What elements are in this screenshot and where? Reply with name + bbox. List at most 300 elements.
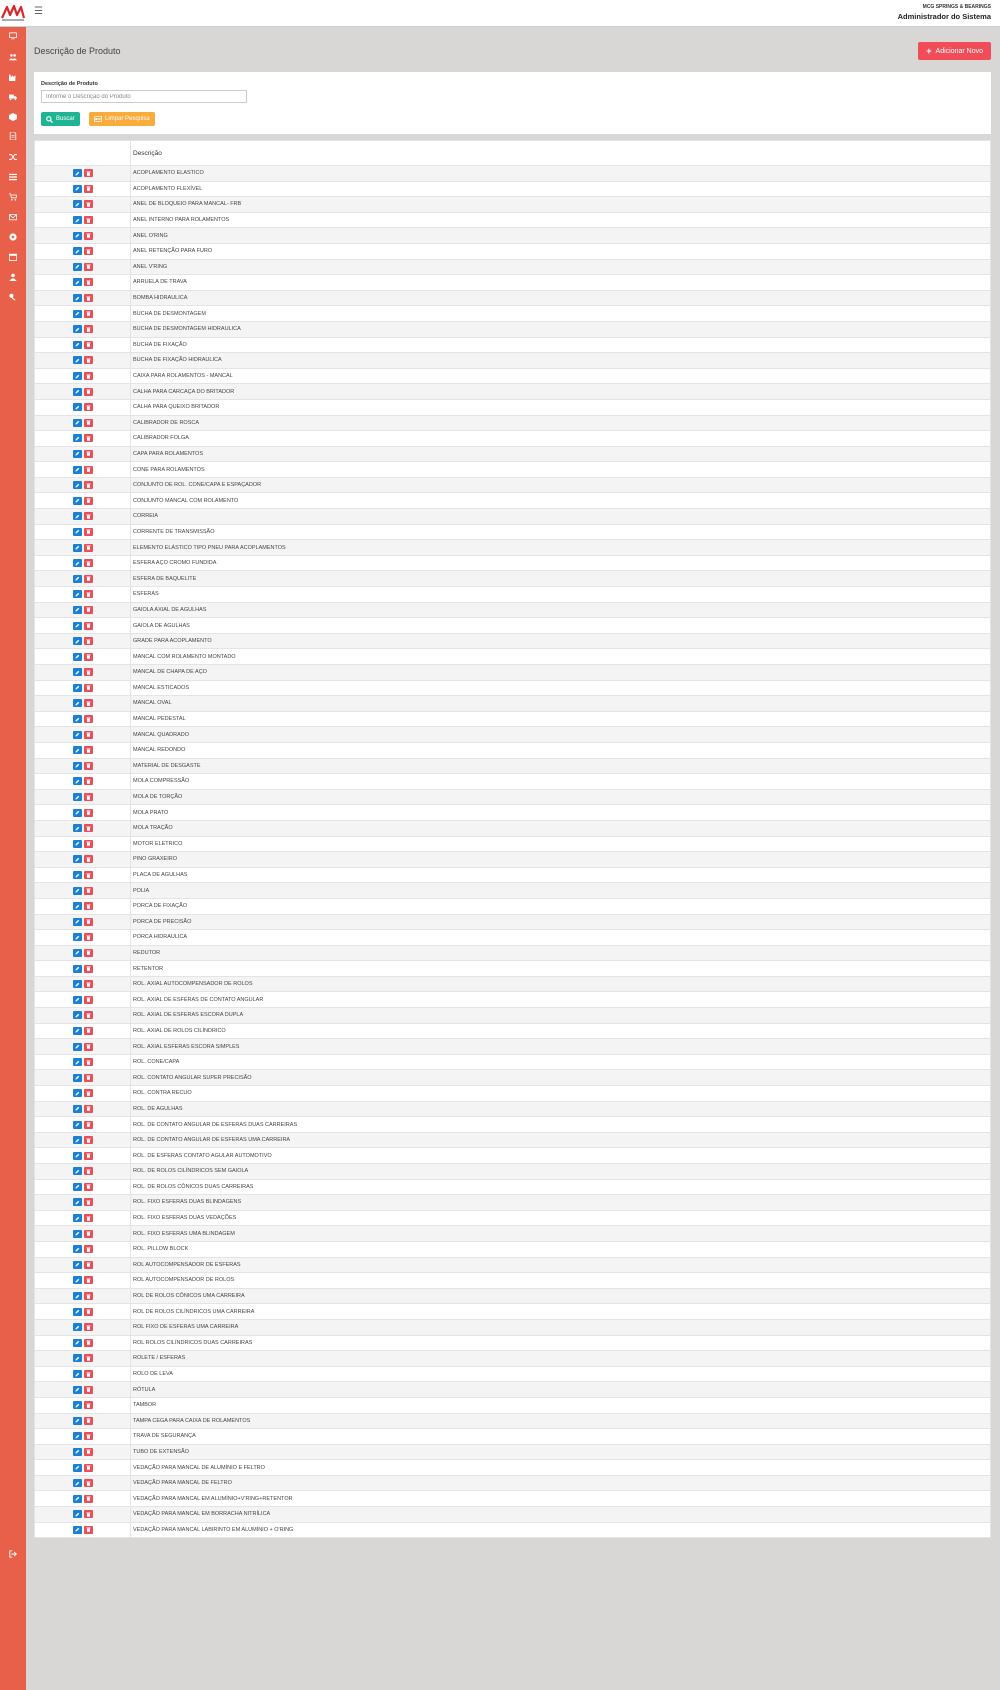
edit-icon[interactable] (73, 1167, 82, 1175)
cog-icon[interactable] (0, 229, 26, 245)
edit-icon[interactable] (73, 1292, 82, 1300)
delete-icon[interactable] (84, 1323, 93, 1331)
edit-icon[interactable] (73, 1043, 82, 1051)
row-actions (35, 1273, 131, 1289)
delete-icon[interactable] (84, 793, 93, 801)
delete-icon[interactable] (84, 559, 93, 567)
edit-icon[interactable] (73, 965, 82, 973)
row-description: ANEL V'RING (131, 259, 991, 275)
edit-icon[interactable] (73, 980, 82, 988)
edit-icon[interactable] (73, 1464, 82, 1472)
row-description: ACOPLAMENTO FLEXÍVEL (131, 181, 991, 197)
edit-icon[interactable] (73, 1354, 82, 1362)
edit-icon[interactable] (73, 1011, 82, 1019)
row-description: ROL. FIXO ESFERAS UMA BLINDAGEM (131, 1226, 991, 1242)
table-row (35, 587, 991, 603)
table-row (35, 212, 991, 228)
edit-icon[interactable] (73, 388, 82, 396)
row-actions (35, 1507, 131, 1523)
truck-icon[interactable] (0, 89, 26, 105)
delete-icon[interactable] (84, 1261, 93, 1269)
edit-icon[interactable] (73, 1432, 82, 1440)
delete-icon[interactable] (84, 1479, 93, 1487)
delete-icon[interactable] (84, 372, 93, 380)
edit-icon[interactable] (73, 840, 82, 848)
row-actions (35, 680, 131, 696)
edit-icon[interactable] (73, 512, 82, 520)
row-actions (35, 243, 131, 259)
delete-icon[interactable] (84, 1011, 93, 1019)
row-actions (35, 1101, 131, 1117)
table-row (35, 992, 991, 1008)
delete-icon[interactable] (84, 1027, 93, 1035)
edit-icon[interactable] (73, 1058, 82, 1066)
delete-icon[interactable] (84, 1339, 93, 1347)
delete-icon[interactable] (84, 466, 93, 474)
delete-icon[interactable] (84, 762, 93, 770)
delete-icon[interactable] (84, 1152, 93, 1160)
delete-icon[interactable] (84, 232, 93, 240)
edit-icon[interactable] (73, 590, 82, 598)
delete-icon[interactable] (84, 419, 93, 427)
row-actions (35, 727, 131, 743)
edit-icon[interactable] (73, 699, 82, 707)
edit-icon[interactable] (73, 419, 82, 427)
delete-icon[interactable] (84, 247, 93, 255)
row-description: CORREIA (131, 509, 991, 525)
row-description: CONE PARA ROLAMENTOS (131, 462, 991, 478)
table-row (35, 665, 991, 681)
table-row (35, 1008, 991, 1024)
row-description: MOLA COMPRESSÃO (131, 774, 991, 790)
delete-icon[interactable] (84, 653, 93, 661)
edit-icon[interactable] (73, 185, 82, 193)
row-actions (35, 883, 131, 899)
delete-icon[interactable] (84, 1136, 93, 1144)
table-row (35, 898, 991, 914)
row-description: ROL. CONE/CAPA (131, 1054, 991, 1070)
row-actions (35, 1210, 131, 1226)
row-description: ROL. PILLOW BLOCK (131, 1241, 991, 1257)
edit-icon[interactable] (73, 497, 82, 505)
table-row (35, 1444, 991, 1460)
edit-icon[interactable] (73, 1214, 82, 1222)
edit-icon[interactable] (73, 1370, 82, 1378)
user-icon[interactable] (0, 269, 26, 285)
row-description: MOLA PRATO (131, 805, 991, 821)
edit-icon[interactable] (73, 232, 82, 240)
delete-icon[interactable] (84, 1464, 93, 1472)
edit-icon[interactable] (73, 325, 82, 333)
row-description: CAIXA PARA ROLAMENTOS - MANCAL (131, 368, 991, 384)
row-actions (35, 306, 131, 322)
delete-icon[interactable] (84, 1526, 93, 1534)
row-actions (35, 1522, 131, 1538)
table-row (35, 1257, 991, 1273)
edit-icon[interactable] (73, 372, 82, 380)
table-row (35, 1241, 991, 1257)
delete-icon[interactable] (84, 1183, 93, 1191)
row-description: REDUTOR (131, 945, 991, 961)
row-actions (35, 1226, 131, 1242)
delete-icon[interactable] (84, 980, 93, 988)
row-description: TAMBOR (131, 1397, 991, 1413)
delete-icon[interactable] (84, 528, 93, 536)
table-row (35, 1304, 991, 1320)
delete-icon[interactable] (84, 356, 93, 364)
edit-icon[interactable] (73, 918, 82, 926)
delete-icon[interactable] (84, 403, 93, 411)
document-icon[interactable] (0, 128, 26, 144)
row-actions (35, 197, 131, 213)
edit-icon[interactable] (73, 1121, 82, 1129)
row-actions (35, 742, 131, 758)
delete-icon[interactable] (84, 544, 93, 552)
edit-icon[interactable] (73, 263, 82, 271)
edit-icon[interactable] (73, 1526, 82, 1534)
edit-icon[interactable] (73, 731, 82, 739)
edit-icon[interactable] (73, 575, 82, 583)
logout-icon[interactable] (0, 1546, 26, 1562)
delete-icon[interactable] (84, 1417, 93, 1425)
delete-icon[interactable] (84, 512, 93, 520)
table-row (35, 820, 991, 836)
shuffle-icon[interactable] (0, 149, 26, 165)
edit-icon[interactable] (73, 871, 82, 879)
list-icon[interactable] (0, 169, 26, 185)
delete-icon[interactable] (84, 1214, 93, 1222)
delete-icon[interactable] (84, 840, 93, 848)
delete-icon[interactable] (84, 824, 93, 832)
row-description: MATERIAL DE DESGASTE (131, 758, 991, 774)
edit-icon[interactable] (73, 1183, 82, 1191)
delete-icon[interactable] (84, 855, 93, 863)
box-icon[interactable] (0, 109, 26, 125)
delete-icon[interactable] (84, 1308, 93, 1316)
delete-icon[interactable] (84, 310, 93, 318)
row-description: ESFERA DE BAQUELITE (131, 571, 991, 587)
edit-icon[interactable] (73, 544, 82, 552)
row-actions (35, 1460, 131, 1476)
edit-icon[interactable] (73, 668, 82, 676)
delete-icon[interactable] (84, 715, 93, 723)
delete-icon[interactable] (84, 325, 93, 333)
delete-icon[interactable] (84, 497, 93, 505)
add-new-button[interactable] (918, 42, 991, 60)
delete-icon[interactable] (84, 294, 93, 302)
table-row (35, 477, 991, 493)
delete-icon[interactable] (84, 746, 93, 754)
delete-icon[interactable] (84, 1448, 93, 1456)
table-row (35, 1397, 991, 1413)
row-actions (35, 618, 131, 634)
cart-icon[interactable] (0, 189, 26, 205)
table-row (35, 852, 991, 868)
calendar-icon[interactable] (0, 249, 26, 265)
edit-icon[interactable] (73, 777, 82, 785)
delete-icon[interactable] (84, 575, 93, 583)
delete-icon[interactable] (84, 887, 93, 895)
monitor-icon[interactable] (0, 28, 26, 44)
edit-icon[interactable] (73, 1448, 82, 1456)
row-description: RÓTULA (131, 1382, 991, 1398)
delete-icon[interactable] (84, 1058, 93, 1066)
delete-icon[interactable] (84, 185, 93, 193)
table-header-row (35, 141, 991, 166)
users-icon[interactable] (0, 49, 26, 65)
table-row (35, 275, 991, 291)
delete-icon[interactable] (84, 871, 93, 879)
row-actions (35, 1491, 131, 1507)
delete-icon[interactable] (84, 1089, 93, 1097)
edit-icon[interactable] (73, 1276, 82, 1284)
row-description: ESFERA AÇO CROMO FUNDIDA (131, 555, 991, 571)
factory-icon[interactable] (0, 69, 26, 85)
row-actions (35, 166, 131, 182)
delete-icon[interactable] (84, 216, 93, 224)
row-actions (35, 353, 131, 369)
row-description: GRADE PARA ACOPLAMENTO (131, 633, 991, 649)
delete-icon[interactable] (84, 699, 93, 707)
edit-icon[interactable] (73, 622, 82, 630)
edit-icon[interactable] (73, 1261, 82, 1269)
delete-icon[interactable] (84, 169, 93, 177)
delete-icon[interactable] (84, 684, 93, 692)
delete-icon[interactable] (84, 481, 93, 489)
table-row (35, 509, 991, 525)
row-actions (35, 275, 131, 291)
edit-icon[interactable] (73, 637, 82, 645)
clear-search-button[interactable] (89, 112, 155, 126)
delete-icon[interactable] (84, 1370, 93, 1378)
row-description: VEDAÇÃO PARA MANCAL DE ALUMÍNIO E FELTRO (131, 1460, 991, 1476)
edit-icon[interactable] (73, 559, 82, 567)
delete-icon[interactable] (84, 1105, 93, 1113)
delete-icon[interactable] (84, 200, 93, 208)
edit-icon[interactable] (73, 762, 82, 770)
row-actions (35, 1319, 131, 1335)
edit-icon[interactable] (73, 1105, 82, 1113)
row-actions (35, 1429, 131, 1445)
row-actions (35, 431, 131, 447)
row-actions (35, 1148, 131, 1164)
table-row (35, 1148, 991, 1164)
edit-icon[interactable] (73, 1401, 82, 1409)
row-description: TRAVA DE SEGURANÇA (131, 1429, 991, 1445)
delete-icon[interactable] (84, 1121, 93, 1129)
edit-icon[interactable] (73, 356, 82, 364)
row-actions (35, 665, 131, 681)
row-description: CALIBRADOR FOLGA (131, 431, 991, 447)
edit-icon[interactable] (73, 341, 82, 349)
user-name[interactable]: Administrador do Sistema (897, 12, 991, 21)
row-actions (35, 493, 131, 509)
row-actions (35, 1195, 131, 1211)
edit-icon[interactable] (73, 996, 82, 1004)
edit-icon[interactable] (73, 1479, 82, 1487)
edit-icon[interactable] (73, 887, 82, 895)
search-button[interactable] (41, 112, 80, 126)
edit-icon[interactable] (73, 606, 82, 614)
delete-icon[interactable] (84, 341, 93, 349)
table-row (35, 1522, 991, 1538)
edit-icon[interactable] (73, 855, 82, 863)
delete-icon[interactable] (84, 1230, 93, 1238)
edit-icon[interactable] (73, 310, 82, 318)
delete-icon[interactable] (84, 949, 93, 957)
delete-icon[interactable] (84, 1167, 93, 1175)
delete-icon[interactable] (84, 637, 93, 645)
delete-icon[interactable] (84, 668, 93, 676)
menu-toggle-icon[interactable]: ☰ (34, 6, 43, 17)
edit-icon[interactable] (73, 824, 82, 832)
row-description: GAIOLA AXIAL DE AGULHAS (131, 602, 991, 618)
table-row (35, 1101, 991, 1117)
table-row (35, 1226, 991, 1242)
table-row (35, 602, 991, 618)
delete-icon[interactable] (84, 622, 93, 630)
delete-icon[interactable] (84, 263, 93, 271)
table-row (35, 1460, 991, 1476)
delete-icon[interactable] (84, 902, 93, 910)
edit-icon[interactable] (73, 949, 82, 957)
edit-icon[interactable] (73, 1308, 82, 1316)
edit-icon[interactable] (73, 1339, 82, 1347)
row-description: ESFERAS (131, 587, 991, 603)
delete-icon[interactable] (84, 1354, 93, 1362)
edit-icon[interactable] (73, 1074, 82, 1082)
edit-icon[interactable] (73, 715, 82, 723)
edit-icon[interactable] (73, 200, 82, 208)
delete-icon[interactable] (84, 1198, 93, 1206)
row-actions (35, 789, 131, 805)
delete-icon[interactable] (84, 1074, 93, 1082)
edit-icon[interactable] (73, 1386, 82, 1394)
delete-icon[interactable] (84, 434, 93, 442)
edit-icon[interactable] (73, 1230, 82, 1238)
delete-icon[interactable] (84, 606, 93, 614)
delete-icon[interactable] (84, 933, 93, 941)
edit-icon[interactable] (73, 809, 82, 817)
edit-icon[interactable] (73, 403, 82, 411)
row-description: PORCA DE FIXAÇÃO (131, 898, 991, 914)
edit-icon[interactable] (73, 1089, 82, 1097)
row-description: RETENTOR (131, 961, 991, 977)
delete-icon[interactable] (84, 1432, 93, 1440)
table-row (35, 306, 991, 322)
delete-icon[interactable] (84, 918, 93, 926)
edit-icon[interactable] (73, 450, 82, 458)
table-row (35, 1351, 991, 1367)
delete-icon[interactable] (84, 1043, 93, 1051)
row-description: VEDAÇÃO PARA MANCAL EM BORRACHA NITRÍLICA (131, 1507, 991, 1523)
table-row (35, 774, 991, 790)
delete-icon[interactable] (84, 1495, 93, 1503)
delete-icon[interactable] (84, 450, 93, 458)
edit-icon[interactable] (73, 902, 82, 910)
row-actions (35, 1351, 131, 1367)
delete-icon[interactable] (84, 1245, 93, 1253)
delete-icon[interactable] (84, 777, 93, 785)
row-actions (35, 914, 131, 930)
delete-icon[interactable] (84, 1401, 93, 1409)
delete-icon[interactable] (84, 278, 93, 286)
table-row (35, 883, 991, 899)
edit-icon[interactable] (73, 1152, 82, 1160)
edit-icon[interactable] (73, 1417, 82, 1425)
plus-icon: + (926, 45, 932, 56)
delete-icon[interactable] (84, 996, 93, 1004)
edit-icon[interactable] (73, 528, 82, 536)
edit-icon[interactable] (73, 1495, 82, 1503)
row-description: ROL. CONTATO ANGULAR SUPER PRECISÃO (131, 1070, 991, 1086)
description-column-header[interactable]: Descrição (131, 141, 991, 166)
delete-icon[interactable] (84, 388, 93, 396)
edit-icon[interactable] (73, 434, 82, 442)
row-actions (35, 1397, 131, 1413)
row-description: PINO GRAXEIRO (131, 852, 991, 868)
delete-icon[interactable] (84, 965, 93, 973)
search-button-label: Buscar (56, 116, 75, 122)
row-description: PORCA DE PRECISÃO (131, 914, 991, 930)
delete-icon[interactable] (84, 1292, 93, 1300)
row-description: CALHA PARA QUEIXO BRITADOR (131, 399, 991, 415)
delete-icon[interactable] (84, 590, 93, 598)
delete-icon[interactable] (84, 1276, 93, 1284)
edit-icon[interactable] (73, 1323, 82, 1331)
edit-icon[interactable] (73, 294, 82, 302)
row-description: BUCHA DE DESMONTAGEM (131, 306, 991, 322)
edit-icon[interactable] (73, 1136, 82, 1144)
edit-icon[interactable] (73, 684, 82, 692)
edit-icon[interactable] (73, 216, 82, 224)
table-row (35, 368, 991, 384)
edit-icon[interactable] (73, 247, 82, 255)
table-row (35, 446, 991, 462)
edit-icon[interactable] (73, 653, 82, 661)
edit-icon[interactable] (73, 793, 82, 801)
edit-icon[interactable] (73, 278, 82, 286)
table-row (35, 742, 991, 758)
row-actions (35, 321, 131, 337)
edit-icon[interactable] (73, 1245, 82, 1253)
table-row (35, 649, 991, 665)
row-description: PORCA HIDRAULICA (131, 930, 991, 946)
row-actions (35, 368, 131, 384)
edit-icon[interactable] (73, 466, 82, 474)
edit-icon[interactable] (73, 933, 82, 941)
edit-icon[interactable] (73, 1510, 82, 1518)
row-description: ROL. DE ROLOS CILÍNDRICOS SEM GAIOLA (131, 1164, 991, 1180)
delete-icon[interactable] (84, 1386, 93, 1394)
edit-icon[interactable] (73, 1198, 82, 1206)
row-actions (35, 945, 131, 961)
delete-icon[interactable] (84, 809, 93, 817)
row-description: BOMBA HIDRAULICA (131, 290, 991, 306)
delete-icon[interactable] (84, 731, 93, 739)
edit-icon[interactable] (73, 746, 82, 754)
search-input[interactable] (41, 90, 247, 103)
delete-icon[interactable] (84, 1510, 93, 1518)
edit-icon[interactable] (73, 1027, 82, 1035)
row-description: PLACA DE AGULHAS (131, 867, 991, 883)
mail-icon[interactable] (0, 209, 26, 225)
company-logo[interactable] (0, 2, 26, 24)
row-actions (35, 1086, 131, 1102)
edit-icon[interactable] (73, 169, 82, 177)
edit-icon[interactable] (73, 481, 82, 489)
key-icon[interactable] (0, 289, 26, 305)
